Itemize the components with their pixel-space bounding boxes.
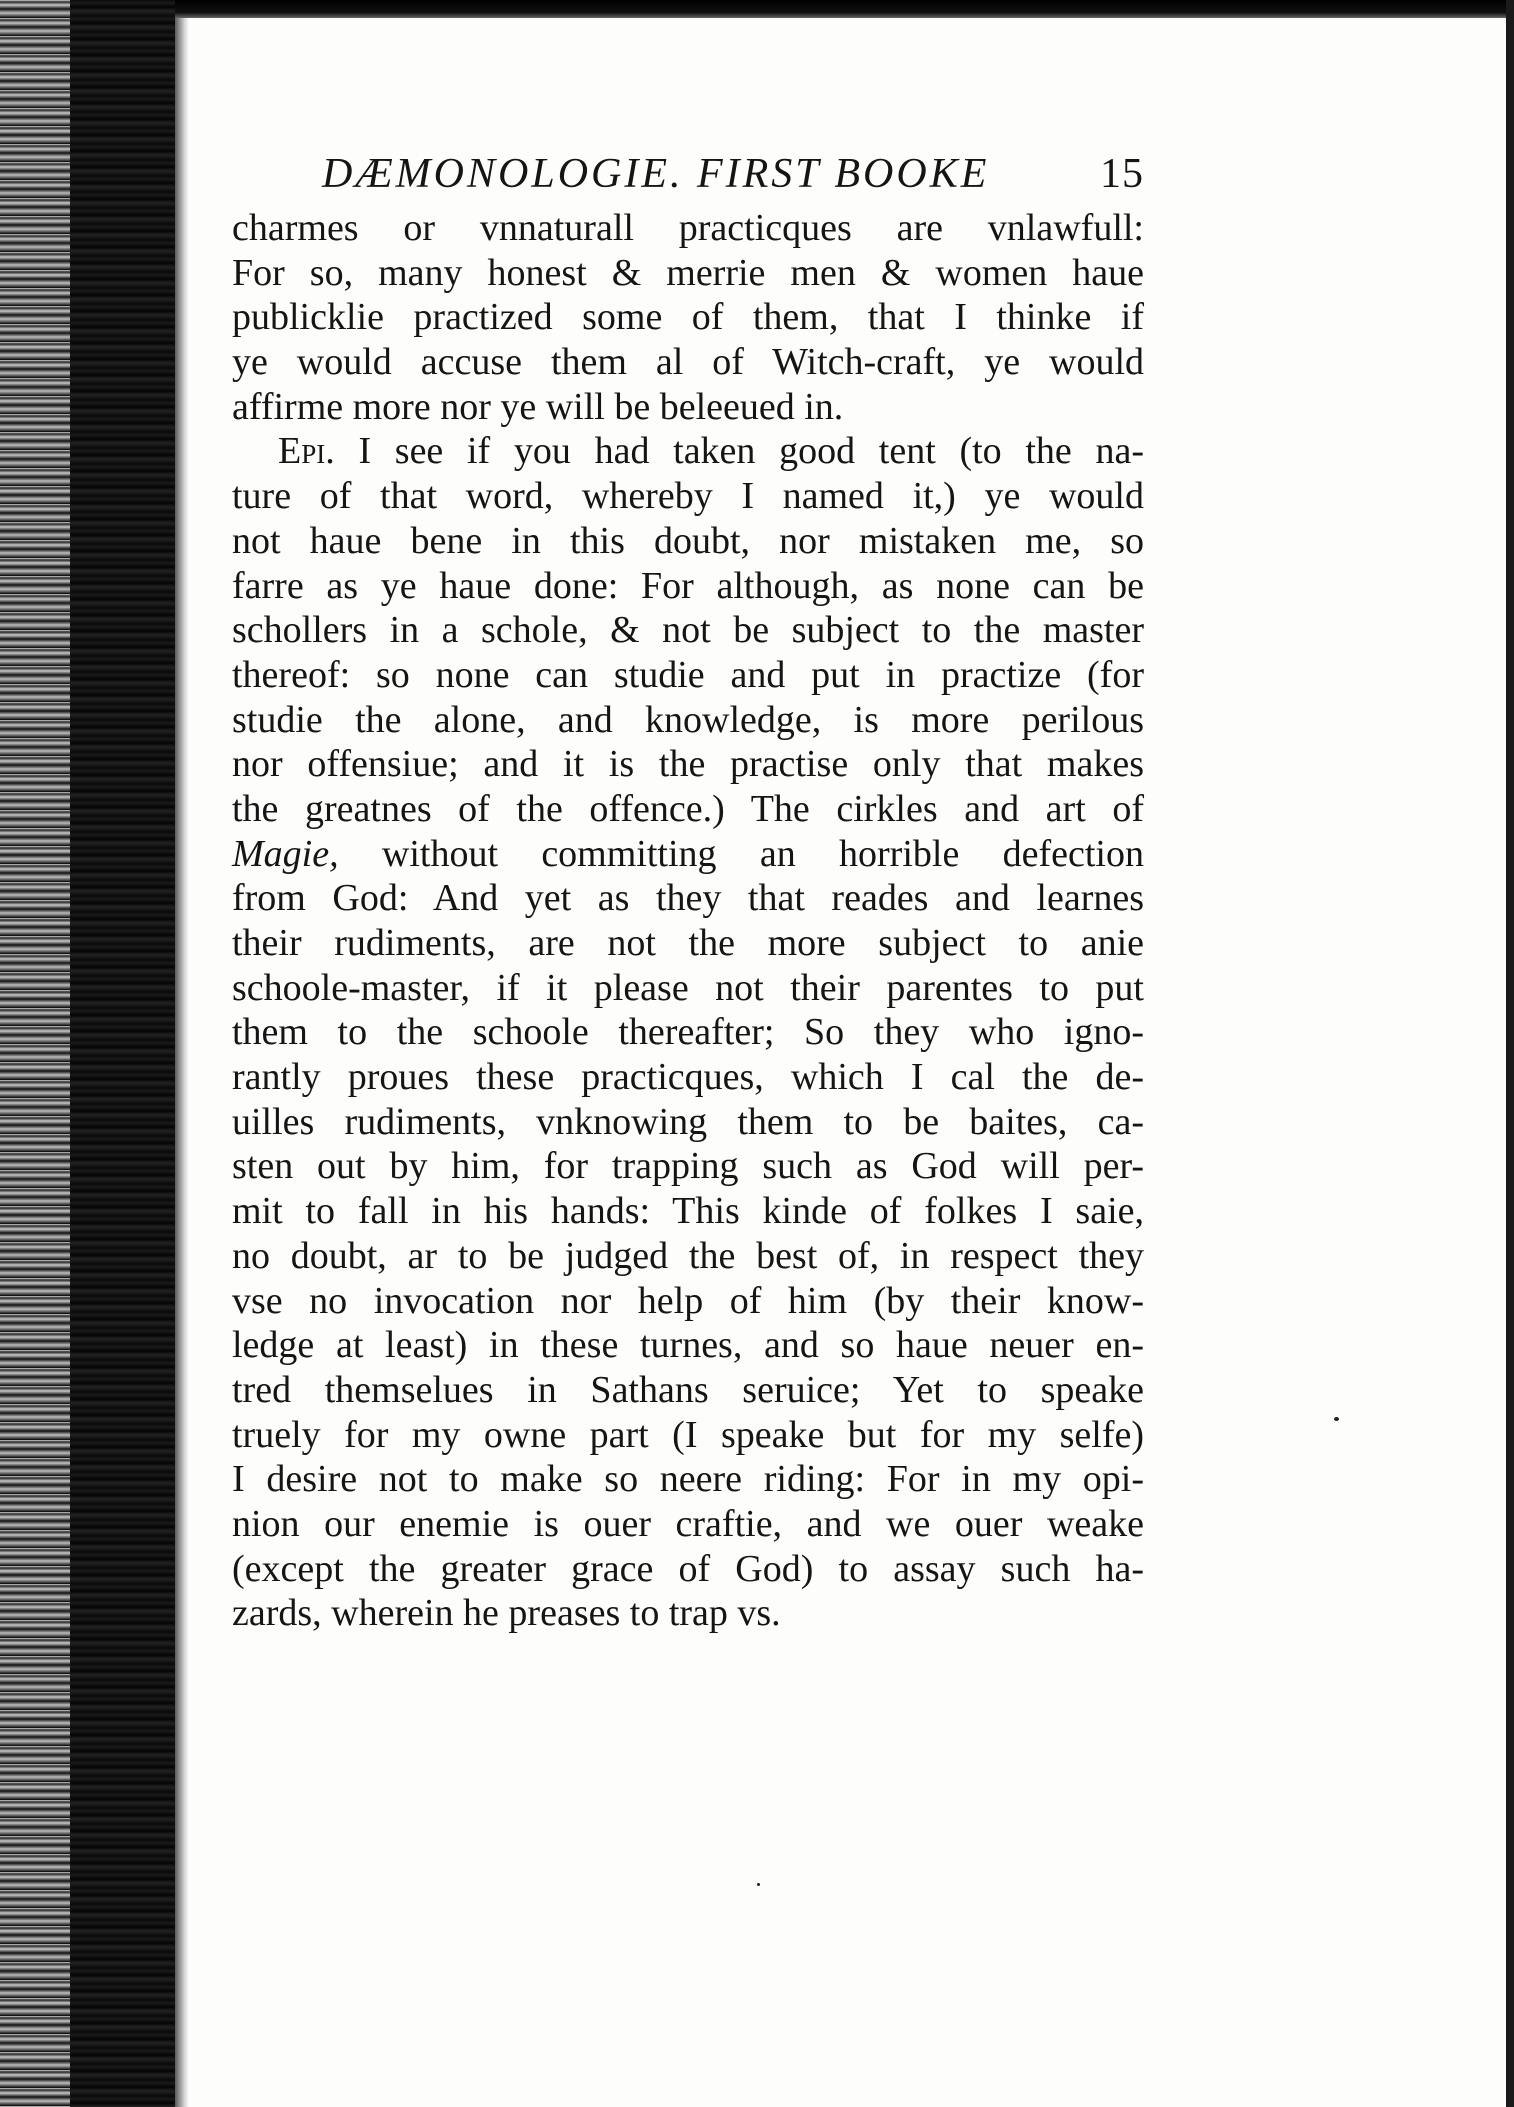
italic-word-magie: Magie,: [232, 832, 339, 875]
gutter-shadow: [175, 0, 189, 2107]
text-line-content: without committing an horrible defection: [381, 832, 1144, 875]
text-line: I desire not to make so neere riding: For in my opi-: [232, 1458, 1144, 1501]
text-line-speaker: [232, 429, 1144, 474]
text-line: nion our enemie is ouer craftie, and we ouer weake: [232, 1502, 1144, 1545]
text-line-magie: [232, 832, 1144, 877]
text-line: no doubt, ar to be judged the best of, in respect they: [232, 1234, 1144, 1277]
text-line: schollers in a schole, & not be subject to the master: [232, 609, 1144, 652]
top-scan-border: [175, 0, 1514, 18]
scan-speck: [1334, 1417, 1339, 1421]
text-line: not haue bene in this doubt, nor mistaken me, so: [232, 519, 1144, 562]
text-line: from God: And yet as they that reades and learnes: [232, 877, 1144, 920]
page-number: 15: [1100, 151, 1144, 197]
scan-speck: [757, 1883, 760, 1886]
text-line: publicklie practized some of them, that I thinke if: [232, 296, 1144, 339]
text-line: ture of that word, whereby I named it,) ye would: [232, 475, 1144, 518]
running-head-title: DÆMONOLOGIE. FIRST BOOKE: [322, 151, 990, 197]
text-line: studie the alone, and knowledge, is more perilous: [232, 698, 1144, 741]
text-line: truely for my owne part (I speake but for my selfe): [232, 1413, 1144, 1456]
text-line: zards, wherein he preases to trap vs.: [232, 1592, 781, 1635]
text-line: the greatnes of the offence.) The cirkles and art of: [232, 787, 1144, 830]
text-line: nor offensiue; and it is the practise only that makes: [232, 743, 1144, 786]
body-text: [232, 206, 1144, 1636]
page-edge-stack: [0, 0, 70, 2107]
speaker-label: Epi.: [278, 430, 335, 473]
text-line: mit to fall in his hands: This kinde of folkes I saie,: [232, 1190, 1144, 1233]
text-line: (except the greater grace of God) to assay such ha-: [232, 1547, 1144, 1590]
text-line: charmes or vnnaturall practicques are vnlawfull:: [232, 207, 1144, 249]
text-line: tred themselues in Sathans seruice; Yet to speake: [232, 1368, 1144, 1411]
text-line: For so, many honest & merrie men & women haue: [232, 251, 1144, 294]
book-page: [232, 150, 1144, 1636]
text-line: sten out by him, for trapping such as God will per-: [232, 1145, 1144, 1188]
text-line: their rudiments, are not the more subject to anie: [232, 922, 1144, 964]
text-line: thereof: so none can studie and put in practize (for: [232, 653, 1144, 696]
text-line: farre as ye haue done: For although, as none can be: [232, 564, 1144, 607]
right-scan-border: [1506, 0, 1514, 2107]
text-line: schoole-master, if it please not their parentes to put: [232, 966, 1144, 1009]
text-line: them to the schoole thereafter; So they who igno-: [232, 1011, 1144, 1054]
text-line-content: I see if you had taken good tent (to the na-: [358, 430, 1145, 473]
text-line: ye would accuse them al of Witch-craft, ye would: [232, 341, 1144, 384]
running-head: [232, 150, 1144, 206]
text-line: vse no invocation nor help of him (by their know-: [232, 1279, 1144, 1322]
text-line: affirme more nor ye will be beleeued in.: [232, 385, 844, 428]
text-line: uilles rudiments, vnknowing them to be baites, ca-: [232, 1100, 1144, 1143]
text-line: rantly proues these practicques, which I cal the de-: [232, 1056, 1144, 1099]
text-line: ledge at least) in these turnes, and so haue neuer en-: [232, 1324, 1144, 1367]
